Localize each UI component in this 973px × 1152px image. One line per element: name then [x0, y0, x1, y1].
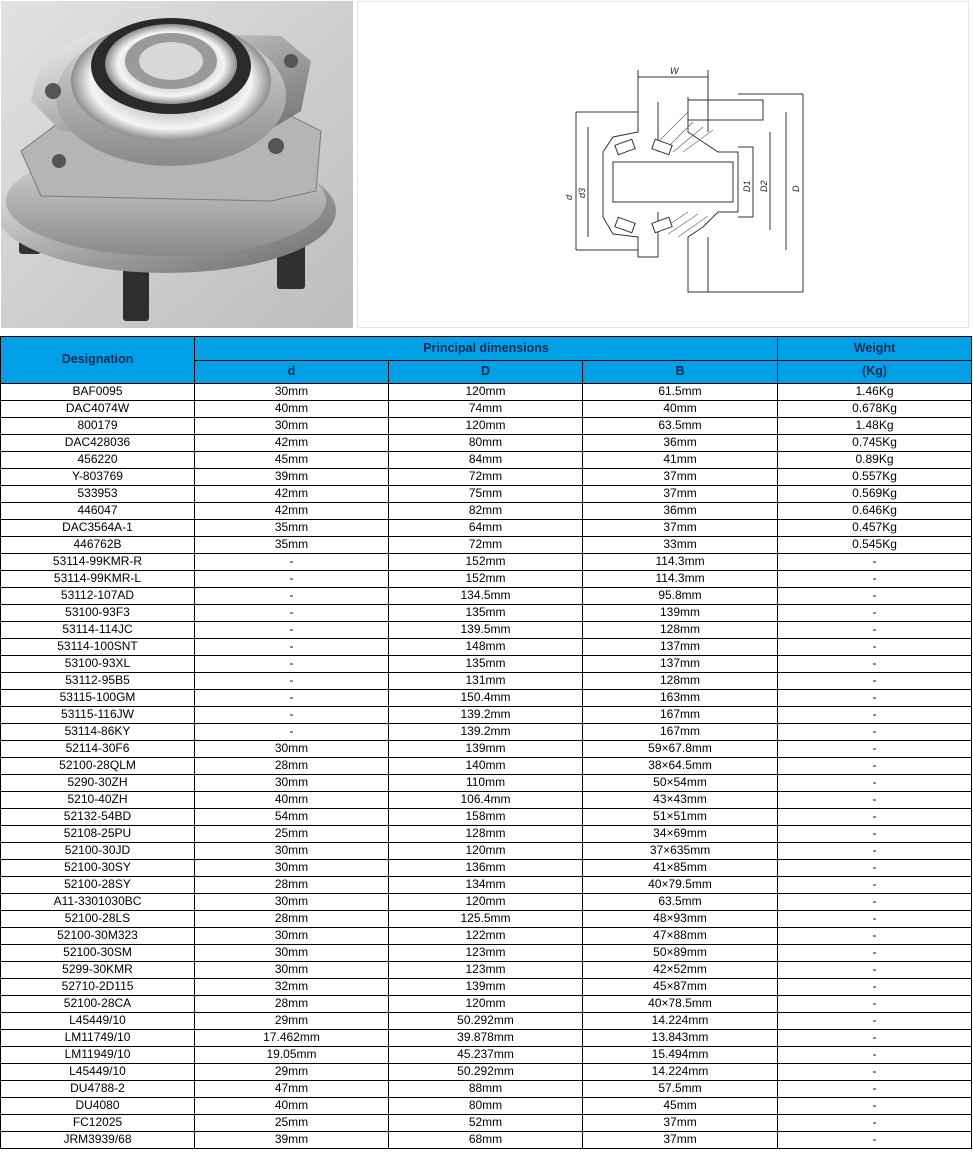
- cell-B: 63.5mm: [583, 418, 778, 435]
- cell-B: 95.8mm: [583, 588, 778, 605]
- cell-weight: 0.745Kg: [778, 435, 972, 452]
- cell-designation: L45449/10: [1, 1013, 195, 1030]
- cell-d: 25mm: [195, 1115, 389, 1132]
- cell-D: 135mm: [389, 656, 583, 673]
- cell-B: 34×69mm: [583, 826, 778, 843]
- table-row: [1, 571, 972, 588]
- cell-B: 40×79.5mm: [583, 877, 778, 894]
- cell-D: 80mm: [389, 1098, 583, 1115]
- table-row: [1, 503, 972, 520]
- cell-B: 139mm: [583, 605, 778, 622]
- cell-weight: -: [778, 758, 972, 775]
- cell-weight: 0.646Kg: [778, 503, 972, 520]
- cell-D: 135mm: [389, 605, 583, 622]
- cell-d: 19.05mm: [195, 1047, 389, 1064]
- cell-D: 106.4mm: [389, 792, 583, 809]
- cell-weight: -: [778, 1013, 972, 1030]
- cell-B: 40×78.5mm: [583, 996, 778, 1013]
- cell-d: 30mm: [195, 894, 389, 911]
- cell-B: 37mm: [583, 520, 778, 537]
- cell-weight: -: [778, 792, 972, 809]
- label-d1: D1: [742, 180, 752, 192]
- table-row: [1, 486, 972, 503]
- table-row: [1, 384, 972, 401]
- cell-weight: 0.545Kg: [778, 537, 972, 554]
- cell-d: 42mm: [195, 486, 389, 503]
- cell-B: 59×67.8mm: [583, 741, 778, 758]
- cell-weight: -: [778, 1115, 972, 1132]
- cell-B: 137mm: [583, 656, 778, 673]
- cell-d: -: [195, 656, 389, 673]
- product-photo: [1, 1, 353, 328]
- cell-designation: DAC3564A-1: [1, 520, 195, 537]
- cell-weight: -: [778, 724, 972, 741]
- cell-designation: 52100-30SY: [1, 860, 195, 877]
- cell-weight: 1.48Kg: [778, 418, 972, 435]
- cell-weight: -: [778, 894, 972, 911]
- cell-weight: -: [778, 979, 972, 996]
- cell-D: 131mm: [389, 673, 583, 690]
- cell-d: 40mm: [195, 792, 389, 809]
- cell-weight: -: [778, 860, 972, 877]
- cell-d: 54mm: [195, 809, 389, 826]
- cell-D: 139mm: [389, 979, 583, 996]
- cell-weight: 0.557Kg: [778, 469, 972, 486]
- cell-d: 28mm: [195, 877, 389, 894]
- cell-B: 40mm: [583, 401, 778, 418]
- cell-d: 29mm: [195, 1064, 389, 1081]
- cell-D: 123mm: [389, 945, 583, 962]
- cell-B: 163mm: [583, 690, 778, 707]
- table-row: [1, 928, 972, 945]
- table-row: [1, 639, 972, 656]
- cell-weight: 0.569Kg: [778, 486, 972, 503]
- cell-D: 75mm: [389, 486, 583, 503]
- cell-B: 128mm: [583, 673, 778, 690]
- cell-d: -: [195, 724, 389, 741]
- table-row: [1, 418, 972, 435]
- cell-D: 148mm: [389, 639, 583, 656]
- cell-designation: 53100-93F3: [1, 605, 195, 622]
- cell-D: 52mm: [389, 1115, 583, 1132]
- table-row: [1, 724, 972, 741]
- cell-D: 152mm: [389, 571, 583, 588]
- table-row: [1, 537, 972, 554]
- header-D: D: [389, 361, 583, 384]
- cell-D: 122mm: [389, 928, 583, 945]
- cell-weight: -: [778, 1064, 972, 1081]
- cell-designation: 456220: [1, 452, 195, 469]
- table-row: [1, 1132, 972, 1149]
- cell-B: 43×43mm: [583, 792, 778, 809]
- table-row: [1, 1115, 972, 1132]
- table-row: [1, 1064, 972, 1081]
- label-d2: D2: [759, 180, 769, 192]
- cell-d: 30mm: [195, 775, 389, 792]
- cell-d: 30mm: [195, 945, 389, 962]
- cell-designation: 52710-2D115: [1, 979, 195, 996]
- cell-B: 63.5mm: [583, 894, 778, 911]
- cell-D: 140mm: [389, 758, 583, 775]
- cell-d: 47mm: [195, 1081, 389, 1098]
- cell-designation: FC12025: [1, 1115, 195, 1132]
- cell-designation: 5210-40ZH: [1, 792, 195, 809]
- cell-D: 72mm: [389, 537, 583, 554]
- cell-weight: 0.89Kg: [778, 452, 972, 469]
- cell-designation: 53115-116JW: [1, 707, 195, 724]
- cell-weight: 0.457Kg: [778, 520, 972, 537]
- dimensions-table: [0, 336, 972, 1149]
- wheel-hub-photo: [1, 1, 353, 328]
- cell-d: -: [195, 588, 389, 605]
- cell-d: 40mm: [195, 1098, 389, 1115]
- cell-designation: 800179: [1, 418, 195, 435]
- label-D: D: [791, 185, 801, 192]
- cell-B: 38×64.5mm: [583, 758, 778, 775]
- cell-D: 39.878mm: [389, 1030, 583, 1047]
- cell-designation: LM11949/10: [1, 1047, 195, 1064]
- table-row: [1, 690, 972, 707]
- header-B: B: [583, 361, 778, 384]
- cell-D: 72mm: [389, 469, 583, 486]
- cell-designation: 52108-25PU: [1, 826, 195, 843]
- table-row: [1, 996, 972, 1013]
- cell-designation: 5299-30KMR: [1, 962, 195, 979]
- cell-d: 28mm: [195, 911, 389, 928]
- cell-d: -: [195, 639, 389, 656]
- cell-B: 47×88mm: [583, 928, 778, 945]
- cell-B: 36mm: [583, 503, 778, 520]
- cell-designation: BAF0095: [1, 384, 195, 401]
- cell-D: 50.292mm: [389, 1064, 583, 1081]
- label-w: W: [670, 66, 679, 76]
- cell-B: 45×87mm: [583, 979, 778, 996]
- cell-weight: -: [778, 622, 972, 639]
- table-row: [1, 622, 972, 639]
- product-images: [0, 0, 973, 335]
- header-principal-dimensions: Principal dimensions: [195, 337, 778, 361]
- cell-D: 110mm: [389, 775, 583, 792]
- cell-d: 29mm: [195, 1013, 389, 1030]
- cell-d: 30mm: [195, 843, 389, 860]
- cell-designation: DAC428036: [1, 435, 195, 452]
- table-row: [1, 1047, 972, 1064]
- cell-d: 35mm: [195, 520, 389, 537]
- cell-D: 128mm: [389, 826, 583, 843]
- table-row: [1, 707, 972, 724]
- table-row: [1, 775, 972, 792]
- cell-D: 134.5mm: [389, 588, 583, 605]
- cell-weight: -: [778, 707, 972, 724]
- cell-d: 35mm: [195, 537, 389, 554]
- cell-B: 114.3mm: [583, 571, 778, 588]
- cell-weight: 1.46Kg: [778, 384, 972, 401]
- cell-designation: DU4080: [1, 1098, 195, 1115]
- cell-B: 33mm: [583, 537, 778, 554]
- table-row: [1, 792, 972, 809]
- cell-B: 51×51mm: [583, 809, 778, 826]
- table-row: [1, 588, 972, 605]
- table-row: [1, 945, 972, 962]
- table-row: [1, 877, 972, 894]
- cell-B: 13.843mm: [583, 1030, 778, 1047]
- table-row: [1, 962, 972, 979]
- table-row: [1, 554, 972, 571]
- cell-weight: -: [778, 775, 972, 792]
- cell-designation: 53115-100GM: [1, 690, 195, 707]
- cell-weight: -: [778, 1030, 972, 1047]
- header-weight: Weight: [778, 337, 972, 361]
- cell-d: 30mm: [195, 741, 389, 758]
- table-row: [1, 656, 972, 673]
- table-row: [1, 741, 972, 758]
- cell-B: 114.3mm: [583, 554, 778, 571]
- cell-designation: 533953: [1, 486, 195, 503]
- cell-designation: 5290-30ZH: [1, 775, 195, 792]
- cell-D: 74mm: [389, 401, 583, 418]
- table-row: [1, 673, 972, 690]
- cell-weight: -: [778, 741, 972, 758]
- cell-designation: JRM3939/68: [1, 1132, 195, 1149]
- bearing-section-diagram: [358, 2, 968, 327]
- cell-weight: -: [778, 571, 972, 588]
- cell-D: 68mm: [389, 1132, 583, 1149]
- cell-d: 45mm: [195, 452, 389, 469]
- cross-section-drawing: [357, 1, 969, 328]
- cell-D: 50.292mm: [389, 1013, 583, 1030]
- cell-B: 37mm: [583, 469, 778, 486]
- cell-d: 30mm: [195, 860, 389, 877]
- table-body: [1, 384, 972, 1149]
- cell-B: 50×89mm: [583, 945, 778, 962]
- cell-D: 120mm: [389, 996, 583, 1013]
- cell-weight: -: [778, 1081, 972, 1098]
- cell-designation: 53112-95B5: [1, 673, 195, 690]
- table-row: [1, 979, 972, 996]
- table-row: [1, 520, 972, 537]
- cell-B: 137mm: [583, 639, 778, 656]
- cell-weight: -: [778, 928, 972, 945]
- table-row: [1, 894, 972, 911]
- cell-weight: -: [778, 945, 972, 962]
- table-row: [1, 1030, 972, 1047]
- table-row: [1, 843, 972, 860]
- cell-d: 42mm: [195, 435, 389, 452]
- cell-designation: 52100-28CA: [1, 996, 195, 1013]
- cell-D: 120mm: [389, 418, 583, 435]
- table-row: [1, 1098, 972, 1115]
- table-row: [1, 452, 972, 469]
- cell-designation: 446762B: [1, 537, 195, 554]
- cell-d: 39mm: [195, 1132, 389, 1149]
- cell-B: 41×85mm: [583, 860, 778, 877]
- cell-B: 15.494mm: [583, 1047, 778, 1064]
- cell-D: 139.5mm: [389, 622, 583, 639]
- cell-B: 57.5mm: [583, 1081, 778, 1098]
- cell-B: 45mm: [583, 1098, 778, 1115]
- cell-weight: -: [778, 962, 972, 979]
- table-row: [1, 1013, 972, 1030]
- cell-weight: -: [778, 639, 972, 656]
- cell-D: 150.4mm: [389, 690, 583, 707]
- cell-d: 17.462mm: [195, 1030, 389, 1047]
- cell-d: -: [195, 673, 389, 690]
- table-row: [1, 605, 972, 622]
- cell-weight: -: [778, 554, 972, 571]
- table-row: [1, 860, 972, 877]
- table-row: [1, 1081, 972, 1098]
- cell-designation: 52100-30JD: [1, 843, 195, 860]
- cell-designation: 53114-114JC: [1, 622, 195, 639]
- cell-B: 14.224mm: [583, 1064, 778, 1081]
- cell-D: 82mm: [389, 503, 583, 520]
- cell-designation: 53114-86KY: [1, 724, 195, 741]
- table-row: [1, 758, 972, 775]
- cell-B: 37×635mm: [583, 843, 778, 860]
- cell-weight: -: [778, 673, 972, 690]
- cell-designation: 52100-28LS: [1, 911, 195, 928]
- cell-B: 167mm: [583, 724, 778, 741]
- cell-D: 88mm: [389, 1081, 583, 1098]
- cell-d: 30mm: [195, 418, 389, 435]
- cell-weight: -: [778, 809, 972, 826]
- cell-D: 125.5mm: [389, 911, 583, 928]
- cell-B: 36mm: [583, 435, 778, 452]
- cell-D: 64mm: [389, 520, 583, 537]
- cell-weight: -: [778, 826, 972, 843]
- cell-weight: -: [778, 1098, 972, 1115]
- cell-designation: DU4788-2: [1, 1081, 195, 1098]
- cell-designation: A11-3301030BC: [1, 894, 195, 911]
- cell-designation: 53114-99KMR-R: [1, 554, 195, 571]
- cell-d: 28mm: [195, 758, 389, 775]
- cell-D: 139.2mm: [389, 707, 583, 724]
- cell-weight: -: [778, 843, 972, 860]
- cell-designation: 53114-99KMR-L: [1, 571, 195, 588]
- cell-B: 48×93mm: [583, 911, 778, 928]
- cell-B: 14.224mm: [583, 1013, 778, 1030]
- cell-weight: -: [778, 690, 972, 707]
- cell-d: -: [195, 707, 389, 724]
- cell-weight: -: [778, 605, 972, 622]
- cell-designation: 52100-30M323: [1, 928, 195, 945]
- cell-B: 128mm: [583, 622, 778, 639]
- cell-d: 25mm: [195, 826, 389, 843]
- table-row: [1, 401, 972, 418]
- cell-weight: -: [778, 877, 972, 894]
- cell-D: 45.237mm: [389, 1047, 583, 1064]
- cell-B: 41mm: [583, 452, 778, 469]
- cell-weight: -: [778, 1132, 972, 1149]
- cell-D: 134mm: [389, 877, 583, 894]
- cell-designation: 53112-107AD: [1, 588, 195, 605]
- cell-weight: -: [778, 588, 972, 605]
- cell-weight: 0.678Kg: [778, 401, 972, 418]
- cell-B: 37mm: [583, 1115, 778, 1132]
- cell-designation: L45449/10: [1, 1064, 195, 1081]
- cell-designation: DAC4074W: [1, 401, 195, 418]
- cell-d: -: [195, 554, 389, 571]
- cell-weight: -: [778, 996, 972, 1013]
- cell-D: 139mm: [389, 741, 583, 758]
- cell-D: 136mm: [389, 860, 583, 877]
- table-row: [1, 911, 972, 928]
- cell-D: 120mm: [389, 384, 583, 401]
- cell-D: 152mm: [389, 554, 583, 571]
- cell-weight: -: [778, 656, 972, 673]
- cell-d: -: [195, 622, 389, 639]
- cell-designation: LM11749/10: [1, 1030, 195, 1047]
- cell-D: 120mm: [389, 894, 583, 911]
- label-d: d: [564, 194, 574, 200]
- cell-D: 158mm: [389, 809, 583, 826]
- table-row: [1, 826, 972, 843]
- cell-d: 30mm: [195, 928, 389, 945]
- cell-d: -: [195, 571, 389, 588]
- cell-d: -: [195, 605, 389, 622]
- cell-designation: 52100-28SY: [1, 877, 195, 894]
- cell-D: 123mm: [389, 962, 583, 979]
- cell-D: 139.2mm: [389, 724, 583, 741]
- cell-d: 40mm: [195, 401, 389, 418]
- cell-designation: Y-803769: [1, 469, 195, 486]
- cell-designation: 52100-28QLM: [1, 758, 195, 775]
- cell-d: 39mm: [195, 469, 389, 486]
- cell-designation: 53100-93XL: [1, 656, 195, 673]
- cell-D: 120mm: [389, 843, 583, 860]
- cell-designation: 52100-30SM: [1, 945, 195, 962]
- table-row: [1, 809, 972, 826]
- header-kg: (Kg): [778, 361, 972, 384]
- cell-d: -: [195, 690, 389, 707]
- cell-weight: -: [778, 911, 972, 928]
- cell-B: 37mm: [583, 486, 778, 503]
- header-designation: Designation: [1, 337, 195, 384]
- cell-d: 28mm: [195, 996, 389, 1013]
- cell-D: 84mm: [389, 452, 583, 469]
- cell-weight: -: [778, 1047, 972, 1064]
- table-row: [1, 469, 972, 486]
- cell-B: 167mm: [583, 707, 778, 724]
- cell-B: 50×54mm: [583, 775, 778, 792]
- cell-designation: 52132-54BD: [1, 809, 195, 826]
- cell-designation: 53114-100SNT: [1, 639, 195, 656]
- cell-d: 42mm: [195, 503, 389, 520]
- cell-B: 42×52mm: [583, 962, 778, 979]
- cell-d: 30mm: [195, 384, 389, 401]
- label-d3: d3: [577, 187, 587, 198]
- cell-designation: 52114-30F6: [1, 741, 195, 758]
- cell-d: 30mm: [195, 962, 389, 979]
- cell-d: 32mm: [195, 979, 389, 996]
- cell-designation: 446047: [1, 503, 195, 520]
- cell-B: 37mm: [583, 1132, 778, 1149]
- header-d: d: [195, 361, 389, 384]
- cell-D: 80mm: [389, 435, 583, 452]
- table-row: [1, 435, 972, 452]
- cell-B: 61.5mm: [583, 384, 778, 401]
